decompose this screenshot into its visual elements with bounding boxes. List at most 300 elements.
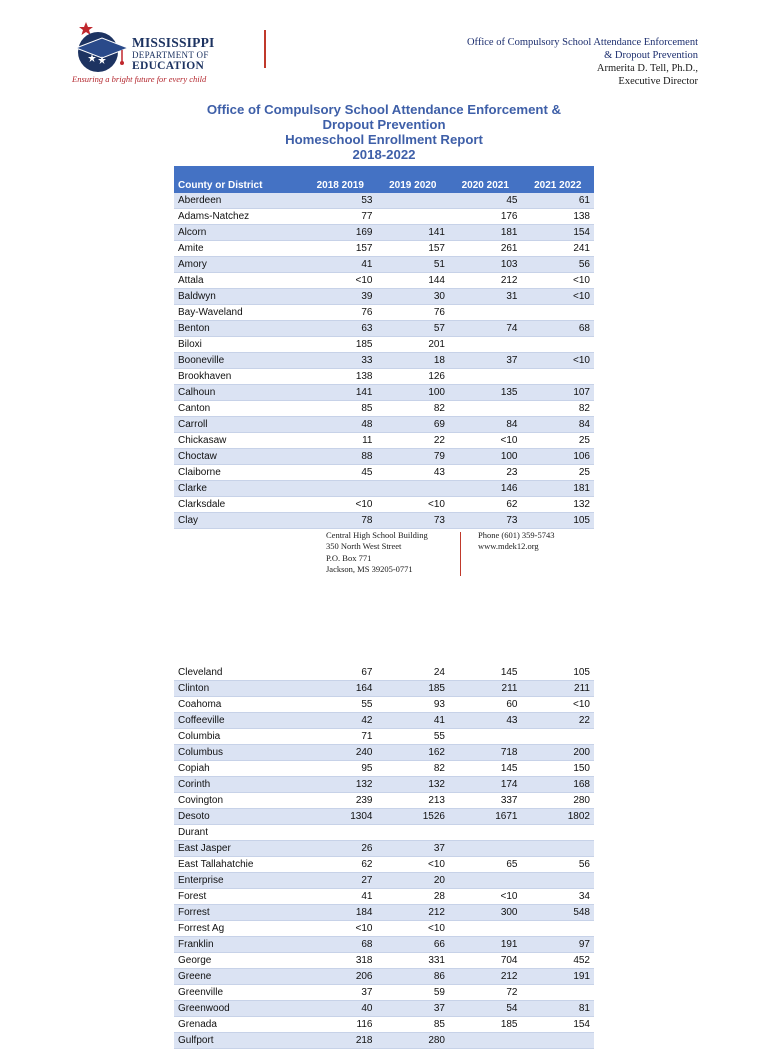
enrollment-cell: 157 xyxy=(377,241,450,257)
enrollment-cell: 82 xyxy=(522,401,595,417)
enrollment-cell: 86 xyxy=(377,969,450,985)
mde-logo xyxy=(72,22,232,86)
district-name-cell: Benton xyxy=(174,321,304,337)
enrollment-cell: 318 xyxy=(304,953,377,969)
district-name-cell: Alcorn xyxy=(174,225,304,241)
district-name-cell: Cleveland xyxy=(174,665,304,681)
graduation-cap-star-icon xyxy=(72,22,132,74)
enrollment-cell: 63 xyxy=(304,321,377,337)
enrollment-cell: 105 xyxy=(522,665,595,681)
column-header-2018-2019: 2018 2019 xyxy=(304,166,377,193)
table-row xyxy=(174,321,594,337)
enrollment-cell: 106 xyxy=(522,449,595,465)
district-name-cell: George xyxy=(174,953,304,969)
report-title-line-1: Office of Compulsory School Attendance Enforcement & xyxy=(206,102,562,117)
table-body-page-2 xyxy=(174,665,594,1049)
enrollment-cell: 51 xyxy=(377,257,450,273)
enrollment-cell: 105 xyxy=(522,513,595,529)
enrollment-cell: 79 xyxy=(377,449,450,465)
enrollment-cell: <10 xyxy=(522,353,595,369)
enrollment-cell: 141 xyxy=(377,225,450,241)
enrollment-cell: 185 xyxy=(449,1017,522,1033)
table-row xyxy=(174,729,594,745)
enrollment-cell: 68 xyxy=(522,321,595,337)
enrollment-cell: <10 xyxy=(377,857,450,873)
enrollment-cell xyxy=(522,873,595,889)
enrollment-cell: 39 xyxy=(304,289,377,305)
table-row xyxy=(174,225,594,241)
table-row xyxy=(174,985,594,1001)
district-name-cell: Choctaw xyxy=(174,449,304,465)
enrollment-cell xyxy=(377,209,450,225)
enrollment-cell: 42 xyxy=(304,713,377,729)
enrollment-cell: 211 xyxy=(522,681,595,697)
enrollment-cell: 22 xyxy=(377,433,450,449)
enrollment-cell: 84 xyxy=(522,417,595,433)
enrollment-cell: 280 xyxy=(522,793,595,809)
enrollment-cell xyxy=(522,985,595,1001)
enrollment-cell: 67 xyxy=(304,665,377,681)
district-name-cell: Coahoma xyxy=(174,697,304,713)
office-header xyxy=(467,36,698,88)
enrollment-cell xyxy=(522,337,595,353)
table-row xyxy=(174,825,594,841)
table-row xyxy=(174,937,594,953)
enrollment-cell xyxy=(449,841,522,857)
enrollment-cell: 261 xyxy=(449,241,522,257)
table-row xyxy=(174,809,594,825)
table-row xyxy=(174,713,594,729)
table-row xyxy=(174,449,594,465)
table-row xyxy=(174,369,594,385)
table-body-page-1 xyxy=(174,193,594,529)
enrollment-cell: 185 xyxy=(304,337,377,353)
enrollment-cell: 201 xyxy=(377,337,450,353)
address-line-3: P.O. Box 771 xyxy=(326,552,372,563)
enrollment-cell: 1526 xyxy=(377,809,450,825)
table-row xyxy=(174,873,594,889)
enrollment-cell xyxy=(377,825,450,841)
table-row xyxy=(174,969,594,985)
enrollment-cell: 25 xyxy=(522,433,595,449)
enrollment-cell: 40 xyxy=(304,1001,377,1017)
district-name-cell: Adams-Natchez xyxy=(174,209,304,225)
district-name-cell: Greenwood xyxy=(174,1001,304,1017)
enrollment-cell: 81 xyxy=(522,1001,595,1017)
enrollment-cell: 28 xyxy=(377,889,450,905)
table-row xyxy=(174,1001,594,1017)
enrollment-cell: 206 xyxy=(304,969,377,985)
enrollment-cell: 56 xyxy=(522,857,595,873)
enrollment-cell: 138 xyxy=(522,209,595,225)
enrollment-cell: 280 xyxy=(377,1033,450,1049)
enrollment-cell: 154 xyxy=(522,225,595,241)
contact-info xyxy=(478,530,555,553)
district-name-cell: Columbia xyxy=(174,729,304,745)
table-row xyxy=(174,681,594,697)
enrollment-cell: 22 xyxy=(522,713,595,729)
address-line-1: Central High School Building xyxy=(326,530,428,540)
district-name-cell: Forest xyxy=(174,889,304,905)
district-name-cell: Copiah xyxy=(174,761,304,777)
enrollment-cell: 107 xyxy=(522,385,595,401)
report-title xyxy=(170,102,598,162)
enrollment-cell: 212 xyxy=(449,969,522,985)
enrollment-cell: 45 xyxy=(449,193,522,209)
district-name-cell: Gulfport xyxy=(174,1033,304,1049)
enrollment-cell: 56 xyxy=(522,257,595,273)
enrollment-cell: 212 xyxy=(449,273,522,289)
enrollment-cell: <10 xyxy=(522,273,595,289)
address-line-4: Jackson, MS 39205-0771 xyxy=(326,563,413,574)
enrollment-cell: 34 xyxy=(522,889,595,905)
enrollment-cell xyxy=(522,825,595,841)
district-name-cell: Forrest Ag xyxy=(174,921,304,937)
enrollment-cell: 62 xyxy=(449,497,522,513)
table-row xyxy=(174,417,594,433)
enrollment-cell xyxy=(449,825,522,841)
enrollment-cell: 100 xyxy=(377,385,450,401)
enrollment-cell: 41 xyxy=(304,257,377,273)
enrollment-cell: 213 xyxy=(377,793,450,809)
enrollment-table-page-1 xyxy=(174,166,594,529)
report-title-line-2: Dropout Prevention xyxy=(322,117,446,132)
district-name-cell: Clay xyxy=(174,513,304,529)
enrollment-cell: 135 xyxy=(449,385,522,401)
table-row xyxy=(174,777,594,793)
enrollment-cell: 145 xyxy=(449,665,522,681)
table-row xyxy=(174,905,594,921)
table-row xyxy=(174,305,594,321)
enrollment-cell: <10 xyxy=(377,921,450,937)
district-name-cell: Covington xyxy=(174,793,304,809)
enrollment-cell: 103 xyxy=(449,257,522,273)
table-row xyxy=(174,465,594,481)
enrollment-cell: 68 xyxy=(304,937,377,953)
district-name-cell: Franklin xyxy=(174,937,304,953)
enrollment-cell: 41 xyxy=(377,713,450,729)
district-name-cell: Amory xyxy=(174,257,304,273)
enrollment-cell: 132 xyxy=(522,497,595,513)
enrollment-cell: 24 xyxy=(377,665,450,681)
enrollment-cell: 48 xyxy=(304,417,377,433)
enrollment-cell: 31 xyxy=(449,289,522,305)
enrollment-cell: 84 xyxy=(449,417,522,433)
enrollment-cell: 212 xyxy=(377,905,450,921)
district-name-cell: Calhoun xyxy=(174,385,304,401)
table-row xyxy=(174,401,594,417)
column-header-2021-2022: 2021 2022 xyxy=(522,166,595,193)
enrollment-cell: 176 xyxy=(449,209,522,225)
enrollment-cell: 132 xyxy=(377,777,450,793)
enrollment-cell: 60 xyxy=(449,697,522,713)
enrollment-cell: 300 xyxy=(449,905,522,921)
table-row xyxy=(174,433,594,449)
table-row xyxy=(174,1033,594,1049)
enrollment-cell: <10 xyxy=(449,889,522,905)
district-name-cell: Chickasaw xyxy=(174,433,304,449)
enrollment-cell: 76 xyxy=(377,305,450,321)
enrollment-cell xyxy=(522,369,595,385)
table-row xyxy=(174,889,594,905)
enrollment-cell: <10 xyxy=(522,697,595,713)
enrollment-cell: 54 xyxy=(449,1001,522,1017)
office-header-line-1: Office of Compulsory School Attendance Enforcement xyxy=(466,37,698,48)
enrollment-cell: 73 xyxy=(377,513,450,529)
enrollment-cell: <10 xyxy=(377,497,450,513)
district-name-cell: Greenville xyxy=(174,985,304,1001)
logo-line-mississippi: MISSISSIPPI xyxy=(132,35,215,50)
district-name-cell: Biloxi xyxy=(174,337,304,353)
column-header-2019-2020: 2019 2020 xyxy=(377,166,450,193)
enrollment-cell xyxy=(449,337,522,353)
enrollment-cell: 65 xyxy=(449,857,522,873)
enrollment-cell: 452 xyxy=(522,953,595,969)
report-title-line-3: Homeschool Enrollment Report xyxy=(285,132,483,147)
enrollment-cell: 85 xyxy=(377,1017,450,1033)
enrollment-table-page-2 xyxy=(174,665,594,1049)
enrollment-cell: 72 xyxy=(449,985,522,1001)
enrollment-cell: <10 xyxy=(449,433,522,449)
enrollment-cell: 211 xyxy=(449,681,522,697)
enrollment-cell: 154 xyxy=(522,1017,595,1033)
enrollment-cell: 53 xyxy=(304,193,377,209)
district-name-cell: Coffeeville xyxy=(174,713,304,729)
enrollment-cell: 548 xyxy=(522,905,595,921)
enrollment-cell: <10 xyxy=(304,273,377,289)
enrollment-cell: 162 xyxy=(377,745,450,761)
table-row xyxy=(174,497,594,513)
enrollment-cell xyxy=(304,825,377,841)
enrollment-cell: 718 xyxy=(449,745,522,761)
enrollment-cell: 145 xyxy=(449,761,522,777)
district-name-cell: Clarke xyxy=(174,481,304,497)
enrollment-cell: 1304 xyxy=(304,809,377,825)
district-name-cell: Amite xyxy=(174,241,304,257)
enrollment-cell: 30 xyxy=(377,289,450,305)
enrollment-cell: 76 xyxy=(304,305,377,321)
enrollment-cell: 43 xyxy=(377,465,450,481)
office-header-line-2: & Dropout Prevention xyxy=(604,50,698,61)
table-row xyxy=(174,257,594,273)
enrollment-cell: 61 xyxy=(522,193,595,209)
table-row xyxy=(174,745,594,761)
table-row xyxy=(174,241,594,257)
enrollment-cell: 1802 xyxy=(522,809,595,825)
enrollment-cell: 164 xyxy=(304,681,377,697)
enrollment-cell: 185 xyxy=(377,681,450,697)
enrollment-cell: 37 xyxy=(377,841,450,857)
district-name-cell: Aberdeen xyxy=(174,193,304,209)
enrollment-cell xyxy=(449,729,522,745)
enrollment-cell: 200 xyxy=(522,745,595,761)
enrollment-cell: 141 xyxy=(304,385,377,401)
district-name-cell: Columbus xyxy=(174,745,304,761)
table-row xyxy=(174,513,594,529)
enrollment-cell: 41 xyxy=(304,889,377,905)
enrollment-cell: 85 xyxy=(304,401,377,417)
enrollment-cell: 74 xyxy=(449,321,522,337)
enrollment-cell: <10 xyxy=(304,497,377,513)
district-name-cell: Corinth xyxy=(174,777,304,793)
enrollment-cell: 37 xyxy=(377,1001,450,1017)
enrollment-cell xyxy=(522,305,595,321)
enrollment-cell: 181 xyxy=(449,225,522,241)
enrollment-cell: 11 xyxy=(304,433,377,449)
enrollment-cell: 337 xyxy=(449,793,522,809)
enrollment-cell xyxy=(522,921,595,937)
enrollment-cell: 66 xyxy=(377,937,450,953)
enrollment-cell: 184 xyxy=(304,905,377,921)
district-name-cell: Grenada xyxy=(174,1017,304,1033)
district-name-cell: Attala xyxy=(174,273,304,289)
footer-divider xyxy=(460,532,461,576)
enrollment-cell xyxy=(377,193,450,209)
enrollment-cell: 126 xyxy=(377,369,450,385)
table-row xyxy=(174,857,594,873)
enrollment-cell: 241 xyxy=(522,241,595,257)
table-row xyxy=(174,273,594,289)
enrollment-cell: 69 xyxy=(377,417,450,433)
table-row xyxy=(174,481,594,497)
enrollment-cell xyxy=(449,369,522,385)
district-name-cell: Clarksdale xyxy=(174,497,304,513)
logo-tagline: Ensuring a bright future for every child xyxy=(72,74,207,84)
enrollment-cell: 45 xyxy=(304,465,377,481)
district-name-cell: East Jasper xyxy=(174,841,304,857)
table-row xyxy=(174,793,594,809)
enrollment-cell: <10 xyxy=(522,289,595,305)
district-name-cell: Durant xyxy=(174,825,304,841)
district-name-cell: Greene xyxy=(174,969,304,985)
enrollment-cell: 88 xyxy=(304,449,377,465)
enrollment-cell xyxy=(522,841,595,857)
enrollment-cell xyxy=(522,1033,595,1049)
website-link[interactable]: www.mdek12.org xyxy=(478,541,539,552)
district-name-cell: Desoto xyxy=(174,809,304,825)
logo-line-education: EDUCATION xyxy=(132,60,205,72)
enrollment-cell: 23 xyxy=(449,465,522,481)
enrollment-cell: 191 xyxy=(522,969,595,985)
enrollment-cell xyxy=(449,921,522,937)
office-header-line-4: Executive Director xyxy=(618,76,698,87)
phone-number: Phone (601) 359-5743 xyxy=(478,530,555,540)
district-name-cell: Clinton xyxy=(174,681,304,697)
column-header-2020-2021: 2020 2021 xyxy=(449,166,522,193)
enrollment-cell: 331 xyxy=(377,953,450,969)
table-row xyxy=(174,385,594,401)
report-title-line-4: 2018-2022 xyxy=(352,147,416,162)
enrollment-cell xyxy=(449,305,522,321)
enrollment-cell: 37 xyxy=(304,985,377,1001)
enrollment-cell: 132 xyxy=(304,777,377,793)
table-row xyxy=(174,289,594,305)
table-row xyxy=(174,921,594,937)
enrollment-cell: <10 xyxy=(304,921,377,937)
enrollment-cell xyxy=(304,481,377,497)
enrollment-cell: 240 xyxy=(304,745,377,761)
table-row xyxy=(174,841,594,857)
table-row xyxy=(174,353,594,369)
enrollment-cell: 174 xyxy=(449,777,522,793)
enrollment-cell: 168 xyxy=(522,777,595,793)
enrollment-cell: 218 xyxy=(304,1033,377,1049)
office-header-line-3: Armerita D. Tell, Ph.D., xyxy=(596,63,698,74)
enrollment-cell xyxy=(449,401,522,417)
table-row xyxy=(174,953,594,969)
mailing-address xyxy=(326,530,428,575)
enrollment-cell: 144 xyxy=(377,273,450,289)
enrollment-cell: 78 xyxy=(304,513,377,529)
district-name-cell: Canton xyxy=(174,401,304,417)
column-header-county: County or District xyxy=(174,166,304,193)
table-row xyxy=(174,761,594,777)
enrollment-cell: 157 xyxy=(304,241,377,257)
enrollment-cell: 704 xyxy=(449,953,522,969)
logo-line-department: DEPARTMENT OF xyxy=(132,50,209,60)
enrollment-cell: 57 xyxy=(377,321,450,337)
enrollment-cell: 181 xyxy=(522,481,595,497)
enrollment-cell: 100 xyxy=(449,449,522,465)
enrollment-cell: 95 xyxy=(304,761,377,777)
enrollment-cell xyxy=(377,481,450,497)
district-name-cell: East Tallahatchie xyxy=(174,857,304,873)
district-name-cell: Brookhaven xyxy=(174,369,304,385)
enrollment-cell: 1671 xyxy=(449,809,522,825)
table-row xyxy=(174,665,594,681)
enrollment-cell: 138 xyxy=(304,369,377,385)
district-name-cell: Carroll xyxy=(174,417,304,433)
district-name-cell: Baldwyn xyxy=(174,289,304,305)
enrollment-cell: 62 xyxy=(304,857,377,873)
enrollment-cell: 116 xyxy=(304,1017,377,1033)
enrollment-cell: 93 xyxy=(377,697,450,713)
enrollment-cell: 71 xyxy=(304,729,377,745)
table-row xyxy=(174,337,594,353)
enrollment-cell: 150 xyxy=(522,761,595,777)
table-header-row xyxy=(174,166,594,193)
enrollment-cell: 26 xyxy=(304,841,377,857)
enrollment-cell: 55 xyxy=(377,729,450,745)
enrollment-cell: 191 xyxy=(449,937,522,953)
enrollment-cell: 73 xyxy=(449,513,522,529)
table-row xyxy=(174,209,594,225)
enrollment-cell: 169 xyxy=(304,225,377,241)
enrollment-cell: 18 xyxy=(377,353,450,369)
enrollment-cell: 82 xyxy=(377,401,450,417)
address-line-2: 350 North West Street xyxy=(326,541,402,552)
enrollment-cell: 82 xyxy=(377,761,450,777)
enrollment-cell: 25 xyxy=(522,465,595,481)
enrollment-cell: 33 xyxy=(304,353,377,369)
district-name-cell: Bay-Waveland xyxy=(174,305,304,321)
logo-wordmark xyxy=(132,36,214,72)
enrollment-cell: 59 xyxy=(377,985,450,1001)
enrollment-cell: 146 xyxy=(449,481,522,497)
enrollment-cell xyxy=(522,729,595,745)
enrollment-cell: 97 xyxy=(522,937,595,953)
district-name-cell: Enterprise xyxy=(174,873,304,889)
enrollment-cell xyxy=(449,1033,522,1049)
district-name-cell: Claiborne xyxy=(174,465,304,481)
table-row xyxy=(174,193,594,209)
enrollment-cell: 20 xyxy=(377,873,450,889)
enrollment-cell xyxy=(449,873,522,889)
header-divider xyxy=(264,30,266,68)
enrollment-cell: 27 xyxy=(304,873,377,889)
enrollment-cell: 55 xyxy=(304,697,377,713)
enrollment-cell: 37 xyxy=(449,353,522,369)
